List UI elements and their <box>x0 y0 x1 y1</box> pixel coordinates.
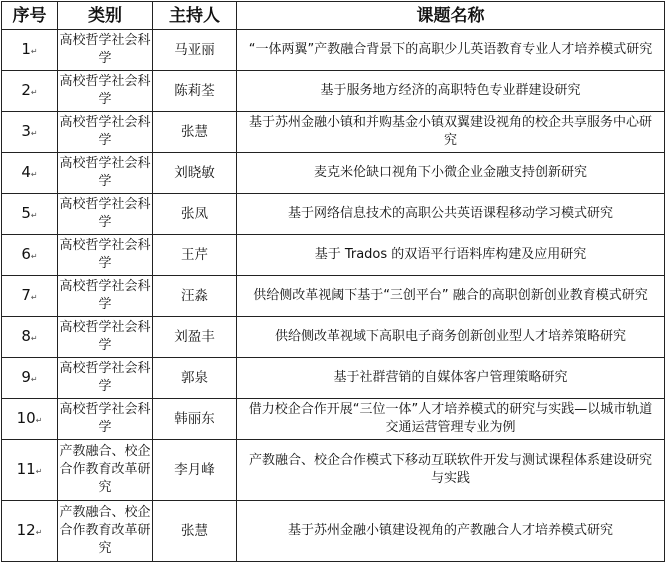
table-row <box>2 112 665 153</box>
row-category: 产教融合、校企合作教育改革研究 <box>58 440 153 501</box>
table-row <box>2 358 665 399</box>
table-row <box>2 30 665 71</box>
topic-table <box>1 1 665 562</box>
row-number: 6↵ <box>2 235 58 276</box>
row-topic: 基于 Trados 的双语平行语料库构建及应用研究 <box>237 235 665 276</box>
row-category: 高校哲学社会科学 <box>58 153 153 194</box>
row-topic: 基于网络信息技术的高职公共英语课程移动学习模式研究 <box>237 194 665 235</box>
row-category: 产教融合、校企合作教育改革研究 <box>58 501 153 562</box>
row-host: 张慧 <box>153 501 237 562</box>
header-host: 主持人 <box>153 2 237 30</box>
row-category: 高校哲学社会科学 <box>58 276 153 317</box>
table-row <box>2 153 665 194</box>
row-category: 高校哲学社会科学 <box>58 71 153 112</box>
row-topic: 基于苏州金融小镇建设视角的产教融合人才培养模式研究 <box>237 501 665 562</box>
row-host: 刘盈丰 <box>153 317 237 358</box>
row-host: 郭泉 <box>153 358 237 399</box>
row-category: 高校哲学社会科学 <box>58 112 153 153</box>
row-number: 7↵ <box>2 276 58 317</box>
table-row <box>2 440 665 501</box>
row-category: 高校哲学社会科学 <box>58 194 153 235</box>
row-topic: 借力校企合作开展“三位一体”人才培养模式的研究与实践—以城市轨道交通运营管理专业为例 <box>237 399 665 440</box>
header-topic: 课题名称 <box>237 2 665 30</box>
row-category: 高校哲学社会科学 <box>58 399 153 440</box>
row-topic: 基于服务地方经济的高职特色专业群建设研究 <box>237 71 665 112</box>
row-host: 张慧 <box>153 112 237 153</box>
row-category: 高校哲学社会科学 <box>58 317 153 358</box>
header-no: 序号 <box>2 2 58 30</box>
row-category: 高校哲学社会科学 <box>58 358 153 399</box>
table-row <box>2 235 665 276</box>
row-number: 3↵ <box>2 112 58 153</box>
row-topic: 供给侧改革视阈下基于“三创平台” 融合的高职创新创业教育模式研究 <box>237 276 665 317</box>
row-topic: 供给侧改革视域下高职电子商务创新创业型人才培养策略研究 <box>237 317 665 358</box>
row-host: 李月峰 <box>153 440 237 501</box>
row-host: 马亚丽 <box>153 30 237 71</box>
row-host: 刘晓敏 <box>153 153 237 194</box>
row-host: 王芹 <box>153 235 237 276</box>
table-row <box>2 317 665 358</box>
row-number: 9↵ <box>2 358 58 399</box>
table-row <box>2 71 665 112</box>
row-host: 汪淼 <box>153 276 237 317</box>
row-host: 张凤 <box>153 194 237 235</box>
row-number: 5↵ <box>2 194 58 235</box>
header-category: 类别 <box>58 2 153 30</box>
row-topic: 产教融合、校企合作模式下移动互联软件开发与测试课程体系建设研究与实践 <box>237 440 665 501</box>
row-number: 1↵ <box>2 30 58 71</box>
row-number: 8↵ <box>2 317 58 358</box>
row-topic: 基于社群营销的自媒体客户管理策略研究 <box>237 358 665 399</box>
row-number: 11↵ <box>2 440 58 501</box>
row-topic: “一体两翼”产教融合背景下的高职少儿英语教育专业人才培养模式研究 <box>237 30 665 71</box>
header-row <box>2 2 665 30</box>
table-row <box>2 501 665 562</box>
row-number: 12↵ <box>2 501 58 562</box>
row-host: 陈莉荃 <box>153 71 237 112</box>
table-row <box>2 399 665 440</box>
row-number: 4↵ <box>2 153 58 194</box>
table-row <box>2 276 665 317</box>
row-host: 韩丽东 <box>153 399 237 440</box>
table-row <box>2 194 665 235</box>
row-topic: 麦克米伦缺口视角下小微企业金融支持创新研究 <box>237 153 665 194</box>
row-number: 2↵ <box>2 71 58 112</box>
row-category: 高校哲学社会科学 <box>58 235 153 276</box>
row-topic: 基于苏州金融小镇和并购基金小镇双翼建设视角的校企共享服务中心研究 <box>237 112 665 153</box>
row-category: 高校哲学社会科学 <box>58 30 153 71</box>
row-number: 10↵ <box>2 399 58 440</box>
